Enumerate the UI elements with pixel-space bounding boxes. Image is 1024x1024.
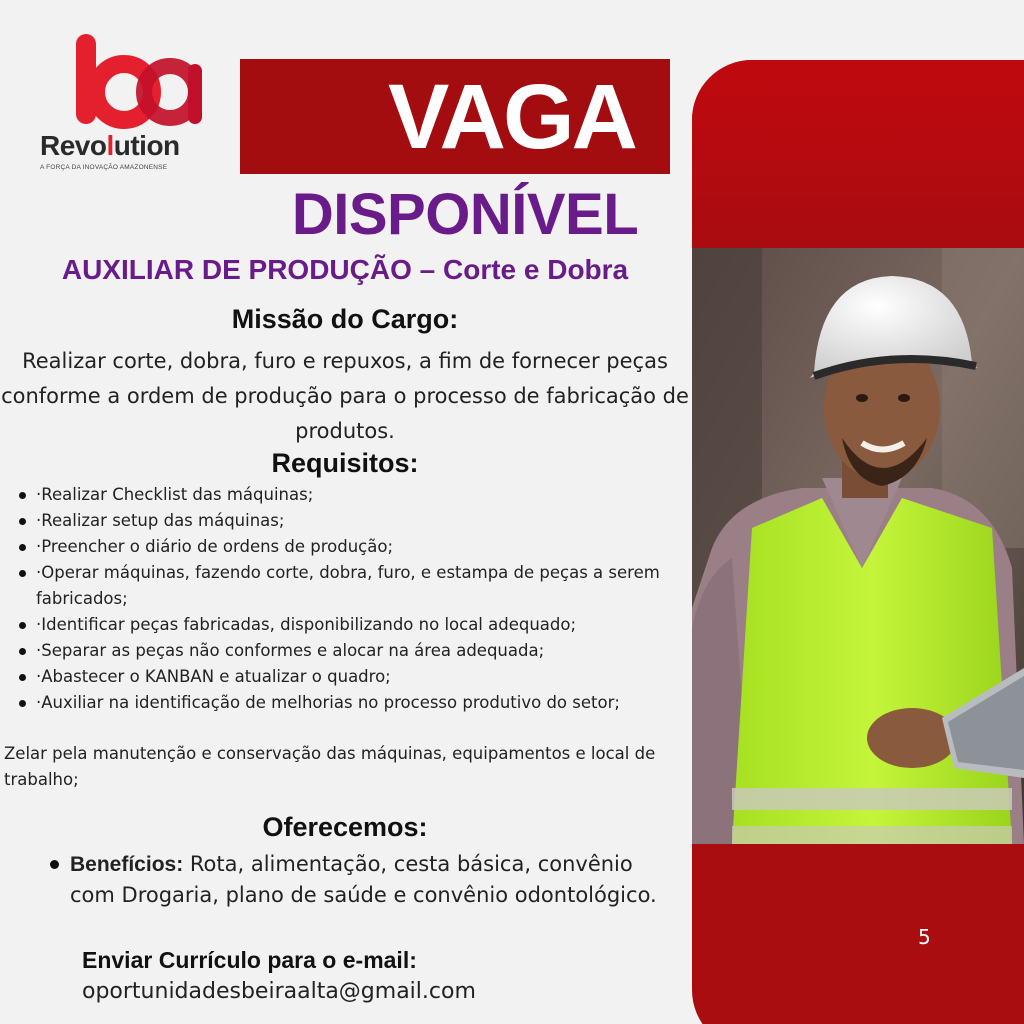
page-number: 5 bbox=[918, 925, 931, 949]
mission-heading: Missão do Cargo: bbox=[231, 304, 459, 334]
job-title: AUXILIAR DE PRODUÇÃO – Corte e Dobra bbox=[61, 254, 629, 285]
list-item: ·Operar máquinas, fazendo corte, dobra, furo, e estampa de peças a serem fabricados; bbox=[14, 560, 684, 612]
email-heading: Enviar Currículo para o e-mail: bbox=[82, 947, 417, 973]
company-logo bbox=[36, 30, 216, 175]
contact-email[interactable]: oportunidadesbeiraalta@gmail.com bbox=[82, 979, 476, 1004]
extra-requirement: Zelar pela manutenção e conservação das máquinas, equipamentos e local de trabalho; bbox=[4, 744, 656, 789]
benefit-item bbox=[50, 849, 670, 911]
list-item: ·Identificar peças fabricadas, disponibilizando no local adequado; bbox=[14, 612, 684, 638]
list-item: ·Auxiliar na identificação de melhorias no processo produtivo do setor; bbox=[14, 690, 684, 716]
offers-heading: Oferecemos: bbox=[262, 812, 428, 842]
vaga-heading: VAGA bbox=[388, 66, 635, 168]
ba-monogram-icon bbox=[72, 30, 202, 130]
benefit-text: Rota, alimentação, cesta básica, convênio com Drogaria, plano de saúde e convênio odontológico. bbox=[70, 852, 657, 907]
worker-photo bbox=[692, 248, 1024, 844]
mission-text: Realizar corte, dobra, furo e repuxos, a fim de fornecer peças conforme a ordem de produção para o processo de fabricação de produtos. bbox=[1, 349, 689, 443]
benefit-label: Benefícios: bbox=[70, 853, 184, 876]
list-item: ·Separar as peças não conformes e alocar na área adequada; bbox=[14, 638, 684, 664]
list-item: ·Realizar setup das máquinas; bbox=[14, 508, 684, 534]
requirements-list bbox=[14, 482, 684, 716]
list-item: ·Realizar Checklist das máquinas; bbox=[14, 482, 684, 508]
disponivel-heading: DISPONÍVEL bbox=[291, 182, 639, 247]
list-item: ·Abastecer o KANBAN e atualizar o quadro; bbox=[14, 664, 684, 690]
list-item: ·Preencher o diário de ordens de produção; bbox=[14, 534, 684, 560]
logo-wordmark: Revolution bbox=[40, 130, 180, 161]
logo-tagline: A FORÇA DA INOVAÇÃO AMAZONENSE bbox=[40, 164, 168, 171]
requirements-heading: Requisitos: bbox=[271, 448, 419, 478]
